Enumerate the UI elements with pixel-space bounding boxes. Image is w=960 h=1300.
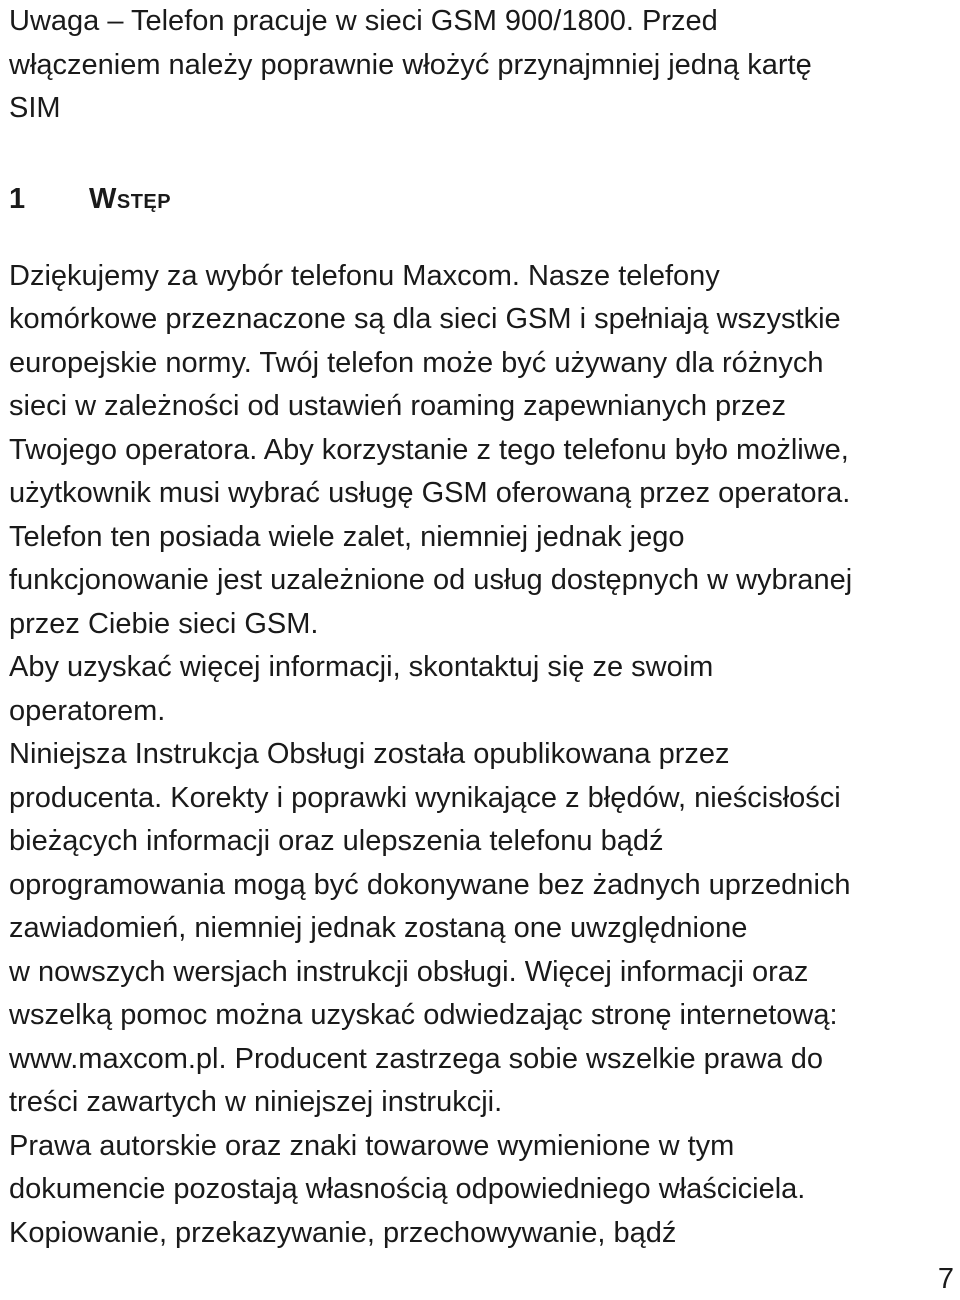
- body-line: oprogramowania mogą być dokonywane bez żadnych uprzednich: [9, 868, 851, 901]
- body-line: Telefon ten posiada wiele zalet, niemniej jednak jego: [9, 520, 685, 553]
- body-line: operatorem.: [9, 694, 166, 727]
- body-line: sieci w zależności od ustawień roaming zapewnianych przez: [9, 390, 786, 422]
- body-line: Twojego operatora. Aby korzystanie z tego telefonu było możliwe,: [9, 433, 849, 466]
- warning-line: SIM: [9, 92, 61, 124]
- body-line: Dziękujemy za wybór telefonu Maxcom. Nasze telefony: [9, 259, 720, 292]
- body-line: Prawa autorskie oraz znaki towarowe wymienione w tym: [9, 1129, 735, 1162]
- warning-line: Uwaga – Telefon pracuje w sieci GSM 900/1800. Przed: [9, 5, 718, 37]
- body-line: Kopiowanie, przekazywanie, przechowywanie, bądź: [9, 1216, 677, 1249]
- intro-body-text: [9, 255, 954, 1256]
- body-line: w nowszych wersjach instrukcji obsługi. Więcej informacji oraz: [9, 955, 809, 988]
- body-line: komórkowe przeznaczone są dla sieci GSM i spełniają wszystkie: [9, 303, 841, 335]
- warning-line: włączeniem należy poprawnie włożyć przynajmniej jedną kartę: [9, 48, 812, 81]
- body-line: Aby uzyskać więcej informacji, skontaktuj się ze swoim: [9, 651, 714, 683]
- body-line: dokumencie pozostają własnością odpowiedniego właściciela.: [9, 1173, 806, 1205]
- body-line: zawiadomień, niemniej jednak zostaną one uwzględnione: [9, 912, 748, 944]
- body-line: europejskie normy. Twój telefon może być używany dla różnych: [9, 346, 824, 379]
- section-title: Wstęp: [89, 183, 172, 215]
- body-line: producenta. Korekty i poprawki wynikające z błędów, nieścisłości: [9, 781, 841, 814]
- sim-warning: [9, 0, 954, 131]
- body-line: funkcjonowanie jest uzależnione od usług dostępnych w wybranej: [9, 564, 853, 596]
- body-line: przez Ciebie sieci GSM.: [9, 607, 319, 640]
- body-line: użytkownik musi wybrać usługę GSM oferowaną przez operatora.: [9, 477, 851, 509]
- body-line: bieżących informacji oraz ulepszenia telefonu bądź: [9, 825, 664, 857]
- body-line: www.maxcom.pl. Producent zastrzega sobie wszelkie prawa do: [9, 1042, 823, 1075]
- body-line: treści zawartych w niniejszej instrukcji.: [9, 1086, 503, 1118]
- document-page: [9, 0, 954, 1255]
- page-number: 7: [937, 1263, 954, 1295]
- section-number: 1: [9, 183, 26, 215]
- section-heading: [9, 171, 954, 229]
- body-line: Niniejsza Instrukcja Obsługi została opublikowana przez: [9, 738, 730, 770]
- body-line: wszelką pomoc można uzyskać odwiedzając stronę internetową:: [9, 999, 838, 1031]
